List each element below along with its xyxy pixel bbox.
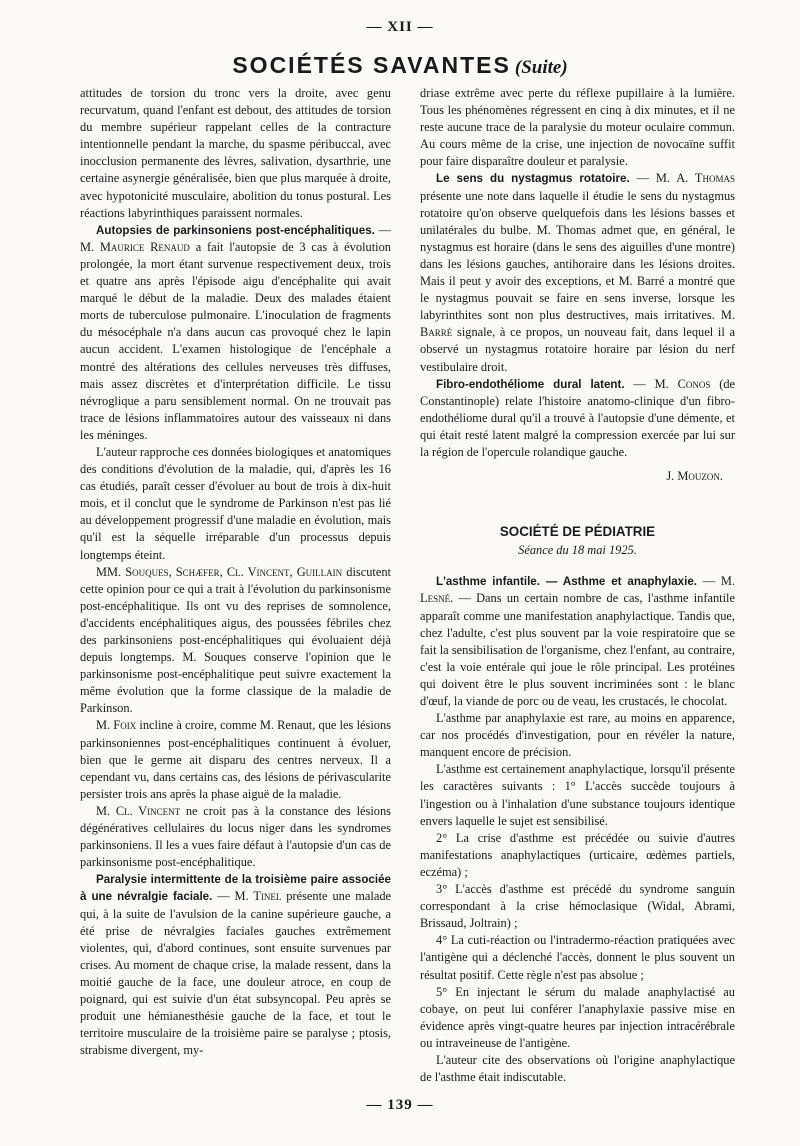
paragraph: L'asthme infantile. — Asthme et anaphylaxie. — M. Lesné. — Dans un certain nombre de cas, l'asthme infantile apparaît comme une manifestation anaphylactique. Tandis que, chez l'adulte, c'est plus souvent par la voie respiratoire que se fait la sensibilisation de l'organisme, chez l'enfant, au contraire, c'est la voie entérale qui joue le rôle principal. Les protéines qui doivent être le plus souvent incriminées sont : le blanc d'œuf, la viande de porc ou de veau, les crustacés, le chocolat. [420,574,736,708]
list-item: 5° En injectant le sérum du malade anaphylactisé au cobaye, on peut lui conférer l'anaphylaxie passive mise en évidence après vingt-quatre heures par injection intracérébrale ou intraveineuse de l'antigène. [420,984,735,1050]
paragraph: M. Cl. Vincent ne croit pas à la constance des lésions dégénératives cellulaires du locus niger dans les syndromes parkinsoniens. Il les a vues faire défaut à l'autopsie d'un cas de parkinsonisme post-encéphalitique. [80,803,391,870]
paragraph: L'asthme par anaphylaxie est rare, au moins en apparence, car nos procédés d'investigation, pour en révéler la nature, manquent encore de précision. [420,711,735,760]
signature: J. Mouzon. [666,469,723,484]
section-heading: Autopsies de parkinsoniens post-encéphalitiques. [96,223,375,237]
header-suite: (Suite) [514,57,568,78]
session-date: Séance du 18 mai 1925. [518,543,637,558]
author-name: M. Conos [654,376,711,391]
author-name: M. A. Thomas [655,171,735,186]
paragraph: L'auteur rapproche ces données biologiques et anatomiques des conditions d'évolution de la maladie, qui, d'après les 16 cas étudiés, paraît cesser d'évoluer au bout de trois à dix-huit mois, et il conclut que le syndrome de Parkinson n'est pas lié au développement progressif d'une maladie en évolution, mais qu'il est la séquelle irréparable d'un processus depuis longtemps éteint. [80,444,391,562]
section-title: SOCIÉTÉ DE PÉDIATRIE [499,524,656,540]
paragraph: L'auteur cite des observations où l'origine anaphylactique de l'asthme était indiscutable. [420,1052,735,1085]
paragraph: driase extrême avec perte du réflexe pupillaire à la lumière. Tous les phénomènes régressent en cinq à dix minutes, et il ne reste aucune trace de la paralysie du moteur oculaire commun. Au cours même de la crise, une injection de novocaïne suffit pour faire disparaître douleur et paralysie. [420,86,735,169]
paragraph: L'asthme est certainement anaphylactique, lorsqu'il présente les caractères suivants : 1° L'accès succède toujours à l'ingestion ou à l'inhalation d'une substance toujours identique envers laquelle le sujet est sensibilisé. [420,762,735,828]
paragraph: attitudes de torsion du tronc vers la droite, avec genu recurvatum, quand l'enfant est debout, des attitudes de torsion du membre supérieur rappelant celles de la contracture intentionnelle pendant la marche, du spasme péribuccal, avec inocclusion permanente des lèvres, salivation, dysarthrie, une certaine asynergie généralisée, bien que plus marquée à droite, avec hypotonicité musculaire, abolition du tonus postural. Les réactions labyrinthiques paraissent normales. [80,86,391,220]
section-heading: Fibro-endothéliome dural latent. [436,377,625,391]
paragraph: M. Foix incline à croire, comme M. Renaut, que les lésions parkinsoniennes post-encéphalitiques continuent à évoluer, bien que le germe ait disparu des centres nerveux. Il a cependant vu, dans certains cas, des lésions de périvascularite persister trois ans après la phase aiguë de la maladie. [80,718,391,801]
paragraph: Autopsies de parkinsoniens post-encéphalitiques. — M. Maurice Renaud a fait l'autopsie de 3 cas à évolution prolongée, la mort étant survenue respectivement deux, trois et quatre ans après l'épisode aigu d'encéphalite qui avait marqué le début de la maladie. Deux des malades étaient morts de tuberculose pulmonaire. L'inoculation de fragments du mésocéphale n'a dans aucun cas provoqué chez le lapin aucun accident. L'examen histologique de l'encéphale a montré des altérations des cellules nerveuses très diffuses, mais assez discrètes et d'interprétation difficile. Le tissu névroglique a paru sensiblement normal. On ne trouvait pas trace de lésions inflammatoires autour des vaisseaux ni dans les méninges. [80,222,391,442]
author-name: M. Barré [420,308,735,340]
page-number: — 139 — [366,1097,434,1113]
left-column [80,85,391,1059]
right-column [420,85,735,1086]
author-name: M. Cl. Vincent [96,803,181,818]
paragraph: MM. Souques, Schæfer, Cl. Vincent, Guillain discutent cette opinion pour ce qui a trait à l'évolution du parkinsonisme post-encéphalitique. Ils ont vu des reprises de somnolence, d'accidents encéphalitiques aigus, des poussées fébriles chez des parkinsoniens post-encéphalitiques qui évoluaient déjà depuis longtemps. M. Souques conserve l'opinion que le parkinsonisme post-encéphalitique peut suivre exactement la même évolution que la forme classique de la maladie de Parkinson. [80,564,391,716]
section-heading: L'asthme infantile. — Asthme et anaphylaxie. [436,575,697,589]
list-item: 4° La cuti-réaction ou l'intradermo-réaction pratiquées avec l'antigène qui a déclenché l'accès, donnent le plus souvent un résultat positif. Cette règle n'est pas absolue ; [420,933,735,982]
section-heading: Le sens du nystagmus rotatoire. [436,172,630,186]
page-header [0,52,800,82]
roman-page-number: — XII — [366,19,434,35]
list-item: 2° La crise d'asthme est précédée ou suivie d'autres manifestations anaphylactiques (urticaire, œdèmes partiels, eczéma) ; [420,830,735,879]
paragraph: Fibro-endothéliome dural latent. — M. Conos (de Constantinople) relate l'histoire anatomo-clinique d'un fibro-endothéliome dural qu'il a trouvé à l'autopsie d'une démente, et qui était resté latent malgré la compression exercée par lui sur la région de l'opercule rolandique gauche. [420,376,736,459]
list-item: 3° L'accès d'asthme est précédé du syndrome sanguin correspondant à la crise hémoclasique (Widal, Abrami, Brissaud, Joltrain) ; [420,882,735,931]
author-name: M. Tinel [234,889,282,904]
section-heading: Paralysie intermittente de la troisième paire associée à une névralgie faciale. [80,873,391,904]
header-title: SOCIÉTÉS SAVANTES [232,52,511,78]
author-name: MM. Souques, Schæfer, Cl. Vincent, Guillain [96,564,343,579]
paragraph: Le sens du nystagmus rotatoire. — M. A. Thomas présente une note dans laquelle il étudie le sens du nystagmus rotatoire qu'on observe quelquefois dans les lésions basses et unilatérales du bulbe. M. Thomas admet que, en général, le nystagmus est horaire (dans le sens des aiguilles d'une montre) dans les lésions gauches, antihoraire dans les lésions droites. Mais il peut y avoir des exceptions, et M. Barré a montré que le nystagmus pouvait se faire en sens inverse, lorsque les labyrinthites sont non plus destructives, mais irritatives. M. Barré signale, à ce propos, un nouveau fait, dans lequel il a observé un nystagmus rotatoire horaire par lésion du nerf vestibulaire droit. [420,171,735,374]
author-name: M. Foix [96,718,137,733]
author-name: M. Lesné. [420,574,735,606]
author-name: M. Maurice Renaud [80,239,190,254]
paragraph: Paralysie intermittente de la troisième paire associée à une névralgie faciale. — M. Tinel présente une malade qui, à la suite de l'avulsion de la canine supérieure gauche, a été prise de névralgies faciales gauches extrêmement violentes, qui, d'abord continues, sont ensuite survenues par crises. Au moment de chaque crise, la malade ressent, dans la moitié gauche de la face, une douleur atroce, en coup de poignard, qui est suivie d'un état subsyncopal. Peu après se produit une hémianesthésie gauche de la face, et tout le territoire musculaire de la troisième paire se paralyse ; ptosis, strabisme divergent, my- [80,873,392,1058]
